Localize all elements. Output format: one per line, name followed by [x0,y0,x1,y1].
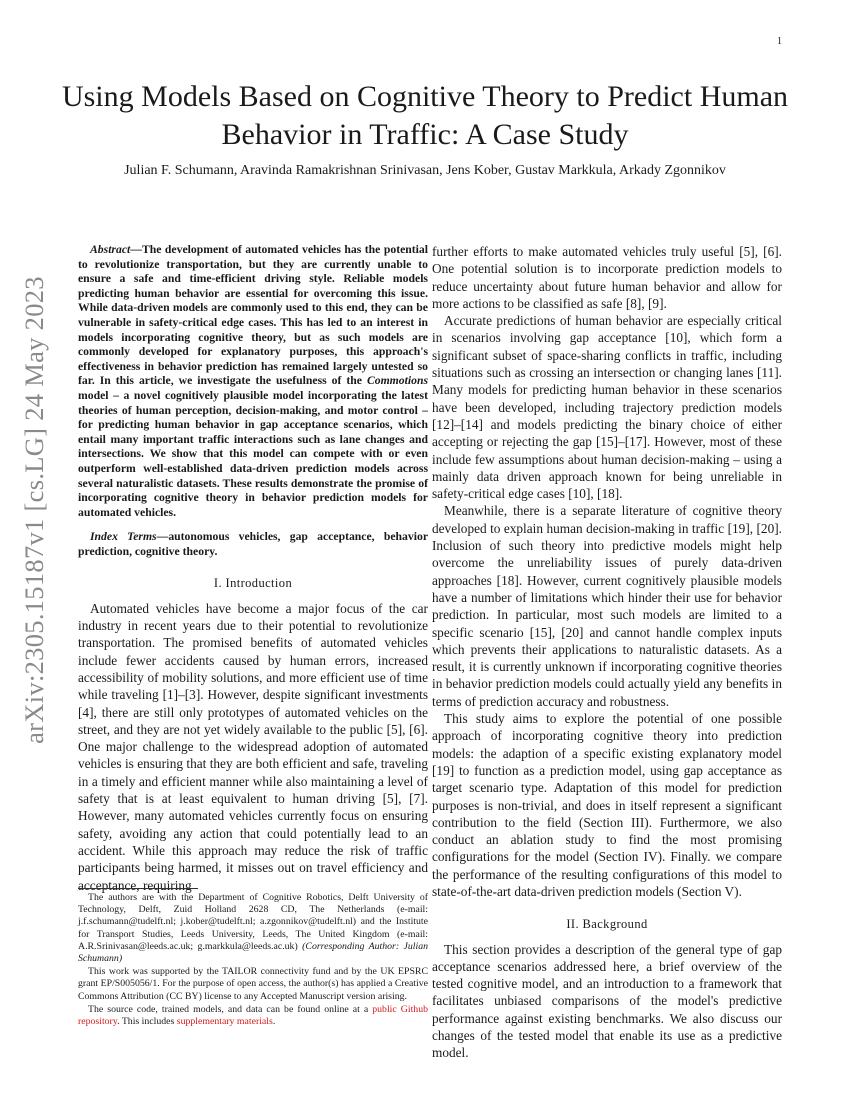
right-paragraph-4: This study aims to explore the potential of one possible approach of incorporating cognitive theory into prediction models: the adaption of a specific existing explanatory model [19] to function as a prediction model, using gap acceptance as target scenario type. Adaptation of this model for prediction purposes is non-trivial, and does in itself represent a significant contribution to the field (Section III). Furthermore, we also conduct an ablation study to find the most promising configurations for the model (Section IV). Finally. we compare the performance of the resulting configurations of this model to state-of-the-art data-driven prediction models (Section V). [432,711,782,899]
section-heading-introduction: I. Introduction [213,576,293,591]
section-heading-background: II. Background [566,917,648,932]
abstract-lead: Abstract [90,243,131,256]
footnote-code [78,1004,428,1028]
footnote-corresponding: (Corresponding Author: Julian Schumann) [78,940,429,965]
paper-title: Using Models Based on Cognitive Theory to Predict Human Behavior in Traffic: A Case Study [61,80,789,151]
left-column [78,243,428,894]
abstract-model-name: Commotions [366,374,428,388]
right-column [432,243,782,1062]
supplementary-link[interactable]: supplementary materials [176,1016,273,1028]
index-terms-lead: Index Terms [90,530,157,544]
author-list: Julian F. Schumann, Aravinda Ramakrishnan Srinivasan, Jens Kober, Gustav Markkula, Arkady Zgonnikov [124,163,726,178]
index-terms-text: —autonomous vehicles, gap acceptance, behavior prediction, cognitive theory. [78,530,429,558]
footnotes [78,888,428,1029]
footnote-affiliations-text: The authors are with the Department of Cognitive Robotics, Delft University of Technology, Delft, Zuid Holland 2628 CD, The Netherlands (e-mail: j.f.schumann@tudelft.nl; j.kober@tudelft.nl; a.zgonnikov@tudelft.nl) and the Institute for Transport Studies, Leeds University, Leeds, The United Kingdom (e-mail: A.R.Srinivasan@leeds.ac.uk; g.markkula@leeds.ac.uk) [78,892,428,952]
background-paragraph: This section provides a description of the general type of gap acceptance scenarios addressed here, a brief overview of the tested cognitive model, and an introduction to a framework that facilitates unbiased comparisons of the model's predictive performance against existing benchmarks. We also discuss our changes of the tested model that enable its use as a predictive model. [432,941,782,1061]
page-number: 1 [777,36,782,47]
footnote-code-text: The source code, trained models, and data can be found online at a [88,1003,373,1015]
footnote-code-text-2: . This includes [117,1016,177,1028]
right-paragraph-1: further efforts to make automated vehicles truly useful [5], [6]. One potential solution is to incorporate prediction models to reduce uncertainty about future human behavior and allow for more actions to be classified as safe [8], [9]. [432,244,782,311]
footnote-affiliations [78,892,428,965]
footnote-code-end: . [272,1016,276,1028]
abstract [78,243,428,520]
footnote-funding: This work was supported by the TAILOR connectivity fund and by the UK EPSRC grant EP/S005056/1. For the purpose of open access, the author(s) has applied a Creative Commons Attribution (CC BY) license to any Accepted Manuscript version arising. [78,966,428,1002]
abstract-text-1: —The development of automated vehicles has the potential to revolutionize transportation, but they are currently unable to ensure a safe and time-efficient driving style. Reliable models predicting human behavior are essential for overcoming this issue. While data-driven models are commonly used to this end, they can be vulnerable in safety-critical edge cases. This has led to an interest in models incorporating cognitive theory, but as such models are commonly developed for explanatory purposes, this approach's effectiveness in behavior prediction has remained largely untested so far. In this article, we investigate the usefulness of the [78,243,428,388]
right-paragraph-2: Accurate predictions of human behavior are especially critical in scenarios involving gap acceptance [10], which form a significant subset of space-sharing conflicts in traffic, including situations such as crossing an intersection or changing lanes [11]. Many models for predicting human behavior in these scenarios have been developed, including trajectory prediction models [12]–[14] and models predicting the binary choice of either accepting or rejecting the gap [15]–[17]. However, most of these include few assumptions about human decision-making – using a mainly data driven approach known for being unreliable in safety-critical edge cases [10], [18]. [432,313,782,502]
github-link[interactable]: public Github repository [78,1003,428,1028]
arxiv-stamp: arXiv:2305.15187v1 [cs.LG] 24 May 2023 [19,276,49,744]
index-terms [78,530,428,559]
intro-paragraph: Automated vehicles have become a major focus of the car industry in recent years due to their potential to revolutionize transportation. The promised benefits of automated vehicles include fewer accidents caused by human errors, increased accessibility of mobility solutions, and more efficient use of time while traveling [1]–[3]. However, despite significant investments [4], there are still only prototypes of automated vehicles on the street, and they are not yet widely available to the public [5], [6]. One major challenge to the widespread adoption of automated vehicles is ensuring that they are both efficient and safe, traveling in a timely and efficient manner while also maintaining a level of safety that is at least equivalent to human driving [5], [7]. However, many automated vehicles currently focus on ensuring safety, avoiding any action that could potentially lead to an accident. While this approach may reduce the risk of traffic participants being harmed, it misses out on travel efficiency and acceptance, requiring [78,600,428,893]
right-paragraph-3: Meanwhile, there is a separate literature of cognitive theory developed to explain human decision-making in traffic [19], [20]. Inclusion of such theory into predictive models might help overcome the unreliability issues of purely data-driven approaches [18]. However, current cognitively plausible models have a number of limitations which hinder their use for behavior prediction. In particular, most such models are limited to a specific scenario [15], [20] and cannot handle complex inputs which prevents their applications to naturalistic datasets. As a result, it is currently unknown if incorporating cognitive theories in behavior prediction models could actually yield any benefits in terms of prediction accuracy and robustness. [432,503,782,709]
abstract-text-2: model – a novel cognitively plausible model incorporating the latest theories of human perception, decision-making, and motor control – for predicting human behavior in gap acceptance scenarios, which entail many important traffic interactions such as lane changes and intersections. We show that this model can compete with or even outperform well-established data-driven prediction models across several naturalistic datasets. These results demonstrate the promise of incorporating cognitive theory in behavior prediction models for automated vehicles. [78,388,428,519]
footnote-rule [78,888,198,889]
